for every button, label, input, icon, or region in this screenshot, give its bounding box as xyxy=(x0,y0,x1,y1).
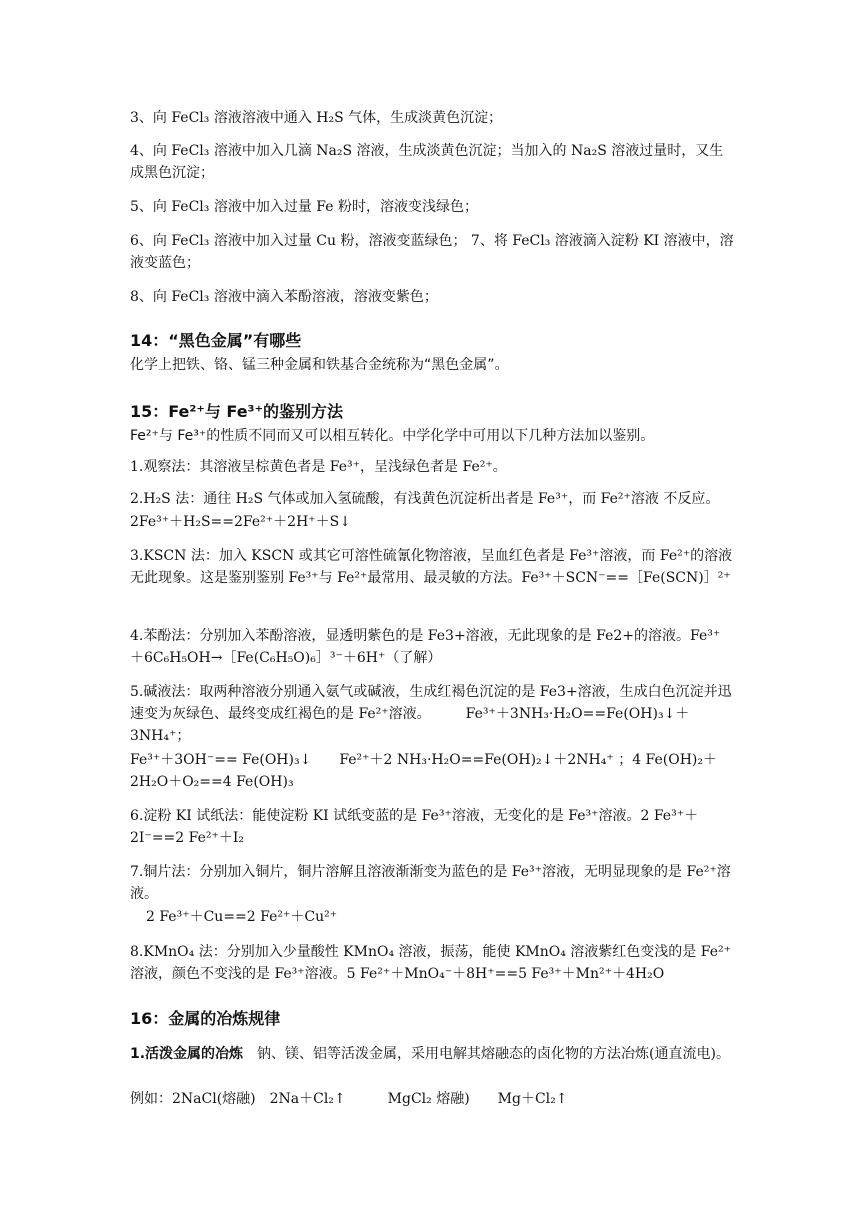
method-6: 6.淀粉 KI 试纸法：能使淀粉 KI 试纸变蓝的是 Fe³⁺溶液，无变化的是 Fe³⁺溶液。2 Fe³⁺＋2I⁻==2 Fe²⁺＋I₂ xyxy=(130,808,699,846)
item-8: 8、向 FeCl₃ 溶液中滴入苯酚溶液，溶液变紫色； xyxy=(130,289,438,305)
section14-body: 化学上把铁、铬、锰三种金属和铁基合金统称为“黑色金属”。 xyxy=(130,357,509,373)
method-7-equation: 2 Fe³⁺＋Cu==2 Fe²⁺＋Cu²⁺ xyxy=(146,909,338,925)
method-3: 3.KSCN 法：加入 KSCN 或其它可溶性硫氰化物溶液，呈血红色者是 Fe³⁺溶液，而 Fe²⁺的溶液无此现象。这是鉴别鉴别 Fe³⁺与 Fe²⁺最常用、最灵敏的方法。Fe³⁺＋SCN⁻==［Fe(SCN)］²⁺ xyxy=(130,548,733,586)
method-8: 8.KMnO₄ 法：分别加入少量酸性 KMnO₄ 溶液，振荡，能使 KMnO₄ 溶液紫红色变浅的是 Fe²⁺溶液，颜色不变浅的是 Fe³⁺溶液。5 Fe²⁺＋MnO₄⁻＋8H⁺==5 Fe³⁺＋Mn²⁺＋4H₂O xyxy=(130,944,731,982)
section16-subsection xyxy=(130,1043,734,1065)
item-6-7: 6、向 FeCl₃ 溶液中加入过量 Cu 粉，溶液变蓝绿色； 7、将 FeCl₃ 溶液滴入淀粉 KI 溶液中，溶液变蓝色； xyxy=(130,233,734,271)
item-3: 3、向 FeCl₃ 溶液溶液中通入 H₂S 气体，生成淡黄色沉淀； xyxy=(130,110,503,126)
section15-heading: 15：Fe²⁺与 Fe³⁺的鉴别方法 xyxy=(130,402,344,421)
section16-subbody: 钠、镁、铝等活泼金属，采用电解其熔融态的卤化物的方法冶炼(通直流电)。 xyxy=(243,1046,730,1062)
item-5: 5、向 FeCl₃ 溶液中加入过量 Fe 粉时，溶液变浅绿色； xyxy=(130,199,478,215)
section16-subtitle: 1.活泼金属的冶炼 xyxy=(130,1046,244,1062)
section14-heading: 14：“黑色金属”有哪些 xyxy=(130,331,302,350)
method-7: 7.铜片法：分别加入铜片，铜片溶解且溶液渐渐变为蓝色的是 Fe³⁺溶液，无明显现象的是 Fe²⁺溶液。 xyxy=(130,864,731,902)
section15-intro: Fe²⁺与 Fe³⁺的性质不同而又可以相互转化。中学化学中可用以下几种方法加以鉴别。 xyxy=(130,428,655,444)
section16-heading: 16：金属的冶炼规律 xyxy=(130,1009,281,1028)
method-1: 1.观察法：其溶液呈棕黄色者是 Fe³⁺，呈浅绿色者是 Fe²⁺。 xyxy=(130,459,507,475)
item-4: 4、向 FeCl₃ 溶液中加入几滴 Na₂S 溶液，生成淡黄色沉淀；当加入的 Na₂S 溶液过量时，又生成黑色沉淀； xyxy=(130,143,724,181)
method-2: 2.H₂S 法：通往 H₂S 气体或加入氢硫酸，有浅黄色沉淀析出者是 Fe³⁺，而 Fe²⁺溶液 不反应。 xyxy=(130,491,720,507)
method-4: 4.苯酚法：分别加入苯酚溶液，显透明紫色的是 Fe3+溶液，无此现象的是 Fe2+的溶液。Fe³⁺＋6C₆H₅OH→［Fe(C₆H₅O)₆］³⁻＋6H⁺（了解） xyxy=(130,628,721,666)
method-5: 5.碱液法：取两种溶液分别通入氨气或碱液，生成红褐色沉淀的是 Fe3+溶液，生成白色沉淀并迅速变为灰绿色、最终变成红褐色的是 Fe²⁺溶液。 Fe³⁺＋3NH₃·H₂O==Fe(OH)₃↓＋3NH₄⁺； xyxy=(130,684,732,744)
method-5-equation: Fe³⁺＋3OH⁻== Fe(OH)₃↓ Fe²⁺＋2 NH₃·H₂O==Fe(OH)₂↓＋2NH₄⁺ ；4 Fe(OH)₂＋2H₂O＋O₂==4 Fe(OH)₃ xyxy=(130,752,718,790)
method-2-equation: 2Fe³⁺＋H₂S==2Fe²⁺＋2H⁺＋S↓ xyxy=(130,514,351,530)
section16-example: 例如：2NaCl(熔融) 2Na＋Cl₂↑ MgCl₂ 熔融) Mg＋Cl₂↑ xyxy=(130,1091,568,1107)
